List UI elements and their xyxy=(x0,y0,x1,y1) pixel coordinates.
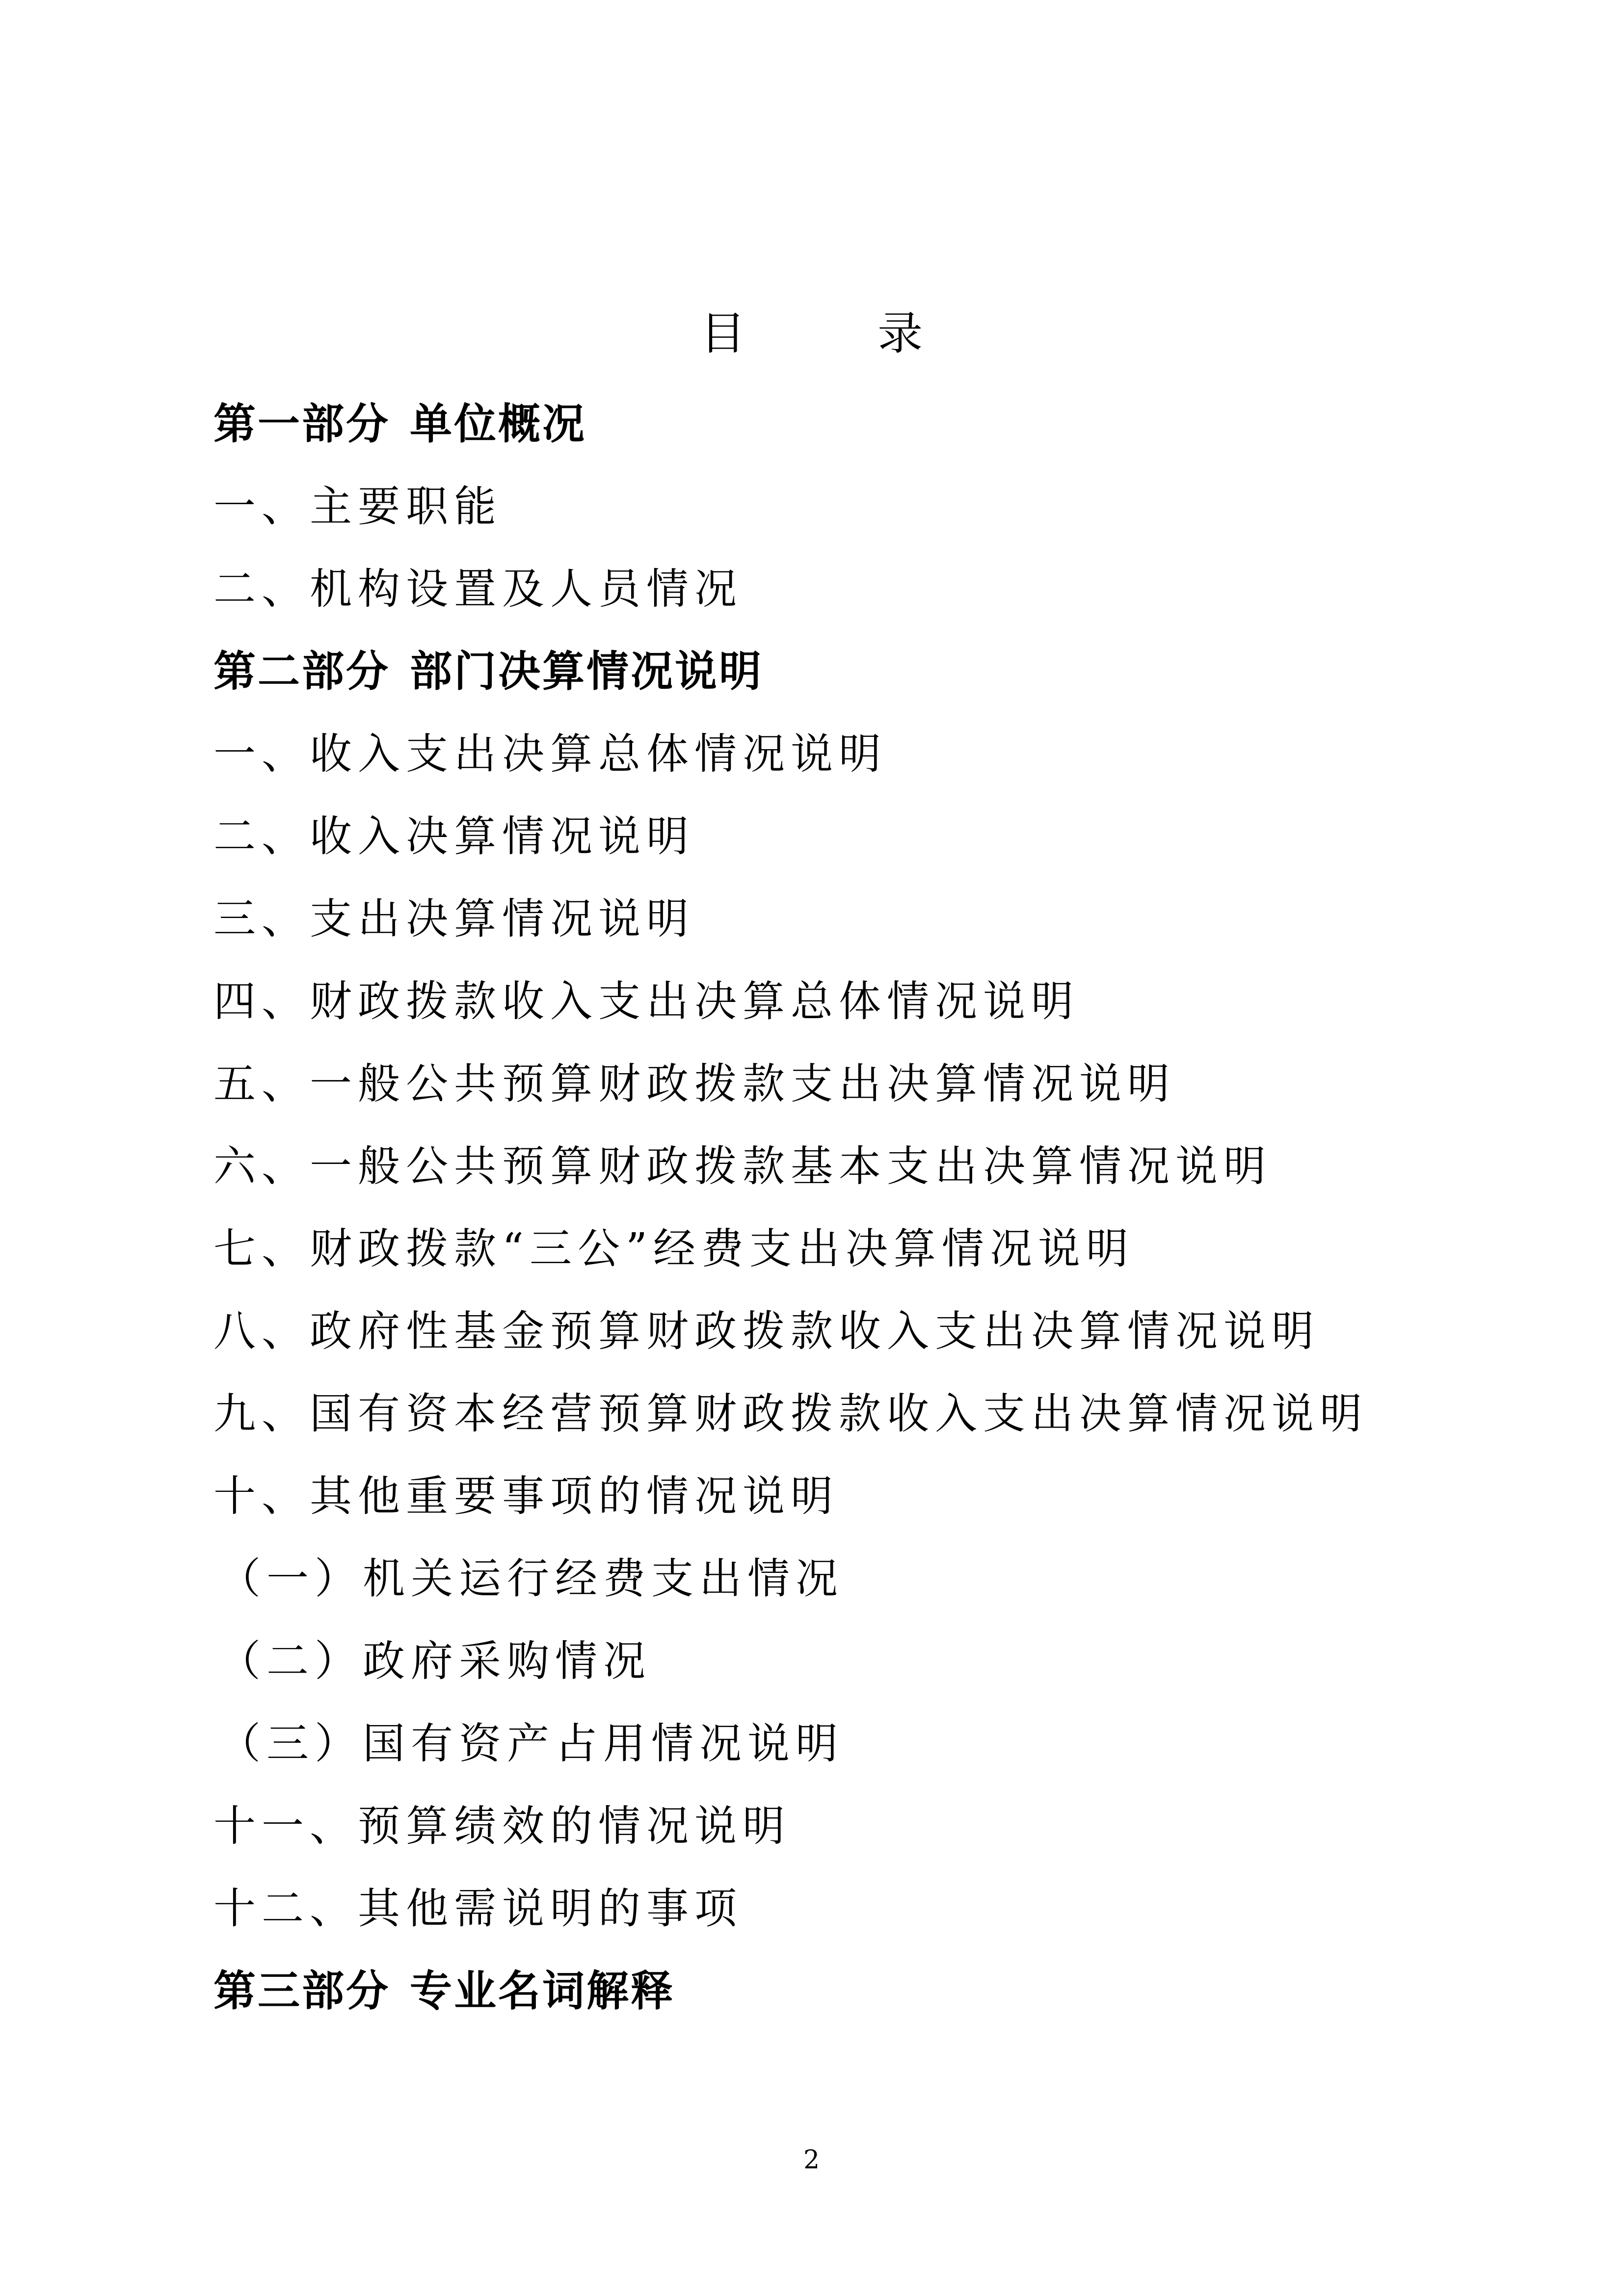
toc-item: 二、收入决算情况说明 xyxy=(213,812,694,861)
toc-part-3 xyxy=(213,1950,1368,2032)
toc-part-title: 单位概况 xyxy=(410,400,586,449)
toc-part-label: 第一部分 xyxy=(213,400,390,449)
toc-item: 八、政府性基金预算财政拨款收入支出决算情况说明 xyxy=(213,1307,1320,1356)
toc-item: 二、机构设置及人员情况 xyxy=(213,565,743,614)
toc-item: 十二、其他需说明的事项 xyxy=(213,1884,743,1933)
toc-item: 九、国有资本经营预算财政拨款收入支出决算情况说明 xyxy=(213,1389,1368,1438)
toc-item: 十、其他重要事项的情况说明 xyxy=(213,1472,839,1521)
toc-item: 四、财政拨款收入支出决算总体情况说明 xyxy=(213,977,1079,1026)
toc-item: 一、收入支出决算总体情况说明 xyxy=(213,729,887,779)
toc-subitem: （二）政府采购情况 xyxy=(218,1637,651,1686)
toc-item: 十一、预算绩效的情况说明 xyxy=(213,1802,791,1851)
toc-item: 七、财政拨款“三公”经费支出决算情况说明 xyxy=(213,1224,1134,1273)
page-title: 目 录 xyxy=(700,307,982,360)
toc-part-2 xyxy=(213,630,1368,713)
toc-part-1 xyxy=(213,383,1368,465)
toc-part-title: 部门决算情况说明 xyxy=(410,647,763,696)
toc-item: 五、一般公共预算财政拨款支出决算情况说明 xyxy=(213,1059,1175,1108)
page-number: 2 xyxy=(803,2145,820,2175)
toc-item: 一、主要职能 xyxy=(213,482,502,531)
toc-part-label: 第二部分 xyxy=(213,647,390,696)
toc-part-title: 专业名词解释 xyxy=(410,1967,675,2016)
toc-item: 三、支出决算情况说明 xyxy=(213,894,694,944)
toc-item: 六、一般公共预算财政拨款基本支出决算情况说明 xyxy=(213,1142,1272,1191)
toc-subitem: （一）机关运行经费支出情况 xyxy=(218,1554,844,1603)
toc-subitem: （三）国有资产占用情况说明 xyxy=(218,1719,844,1768)
toc-part-label: 第三部分 xyxy=(213,1967,390,2016)
table-of-contents xyxy=(213,383,1368,2032)
